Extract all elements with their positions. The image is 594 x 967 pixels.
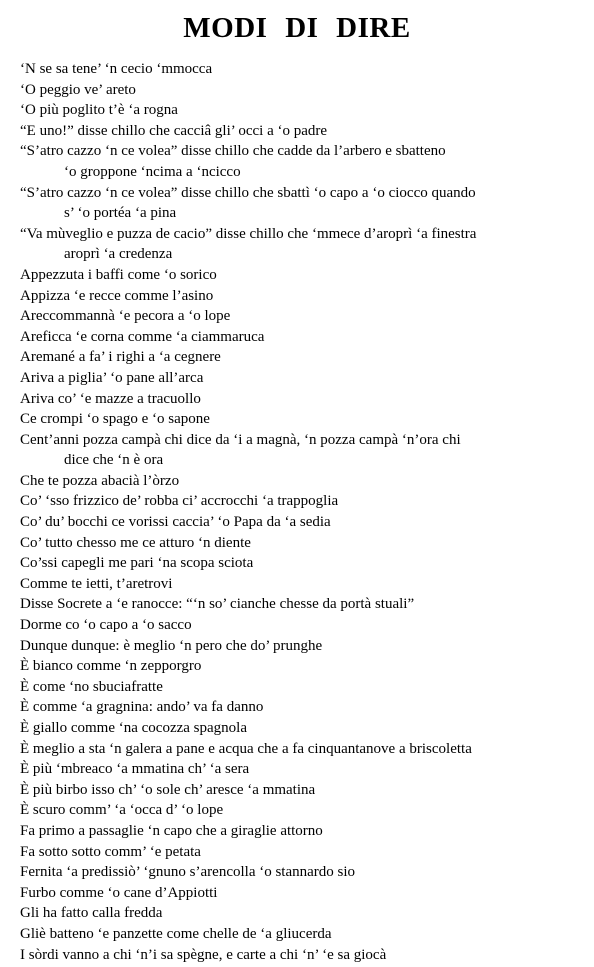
saying-text: ‘O più poglito t’è ‘a rogna — [20, 102, 178, 119]
saying-text: È più birbo isso ch’ ‘o sole ch’ aresce ‘a mmatina — [20, 781, 316, 798]
saying-entry — [20, 780, 592, 801]
saying-entry — [20, 656, 592, 677]
saying-text: Co’ssi capegli me pari ‘na scopa sciota — [20, 555, 254, 572]
saying-entry — [20, 306, 592, 327]
saying-entry — [20, 59, 592, 80]
saying-text: È giallo comme ‘na cocozza spagnola — [20, 720, 247, 736]
saying-text: “E uno!” disse chillo che cacciâ gli’ occi a ‘o padre — [20, 122, 328, 139]
saying-entry — [20, 759, 592, 780]
saying-entry — [20, 347, 592, 368]
saying-text: Co’ tutto chesso me ce atturo ‘n diente — [20, 534, 251, 551]
saying-entry — [20, 636, 592, 657]
saying-text: Dunque dunque: è meglio ‘n pero che do’ prunghe — [20, 637, 323, 654]
saying-entry — [20, 615, 592, 636]
saying-entry — [20, 265, 592, 286]
saying-entry — [20, 553, 592, 574]
saying-entry — [20, 883, 592, 904]
saying-entry — [20, 924, 592, 945]
saying-entry — [20, 574, 592, 595]
saying-text: Ariva co’ ‘e mazze a tracuollo — [20, 390, 201, 407]
saying-entry — [20, 718, 592, 739]
saying-text: È scuro comm’ ‘a ‘occa d’ ‘o lope — [20, 802, 224, 819]
saying-text: È più ‘mbreaco ‘a mmatina ch’ ‘a sera — [20, 761, 250, 778]
saying-text: Dorme co ‘o capo a ‘o sacco — [20, 617, 192, 634]
saying-entry — [20, 821, 592, 842]
saying-text: Co’ ‘sso frizzico de’ robba ci’ accrocchi ‘a trappoglia — [20, 493, 339, 510]
saying-text: Furbo comme ‘o cane d’Appiotti — [20, 884, 218, 901]
saying-entry — [20, 368, 592, 389]
saying-text: Comme te ietti, t’aretrovi — [20, 575, 173, 592]
saying-text: Fa primo a passaglie ‘n capo che a giraglie attorno — [20, 822, 323, 839]
saying-continuation: aroprì ‘a credenza — [64, 246, 173, 263]
saying-entry — [20, 800, 592, 821]
saying-text: Ariva a piglia’ ‘o pane all’arca — [20, 369, 204, 386]
saying-entry — [20, 327, 592, 348]
saying-entry — [20, 491, 592, 512]
saying-text: Gliè batteno ‘e panzette come chelle de ‘a gliucerda — [20, 925, 332, 942]
saying-entry — [20, 512, 592, 533]
saying-entry — [20, 533, 592, 554]
saying-continuation: s’ ‘o portéa ‘a pina — [64, 205, 177, 222]
saying-text: Appezzuta i baffi come ‘o sorico — [20, 266, 217, 283]
saying-entry — [20, 471, 592, 492]
saying-entry — [20, 697, 592, 718]
sayings-list — [20, 59, 592, 965]
saying-text: Che te pozza abacià l’òrzo — [20, 472, 180, 489]
saying-text: Areficca ‘e corna comme ‘a ciammaruca — [20, 328, 265, 345]
saying-entry — [20, 862, 592, 883]
saying-entry — [20, 141, 592, 182]
saying-text: Appizza ‘e recce comme l’asino — [20, 287, 214, 304]
saying-entry — [20, 224, 592, 265]
saying-text: I sòrdi vanno a chi ‘n’i sa spègne, e carte a chi ‘n’ ‘e sa giocà — [20, 946, 387, 963]
saying-entry — [20, 183, 592, 224]
saying-text: Fa sotto sotto comm’ ‘e petata — [20, 843, 201, 860]
saying-entry — [20, 409, 592, 430]
saying-continuation: dice che ‘n è ora — [64, 452, 164, 469]
saying-entry — [20, 286, 592, 307]
saying-text: Areccommannà ‘e pecora a ‘o lope — [20, 308, 231, 325]
saying-entry — [20, 121, 592, 142]
saying-text: Gli ha fatto calla fredda — [20, 905, 163, 922]
saying-text: Disse Socrete a ‘e ranocce: “‘n so’ cianche chesse da portà stuali” — [20, 596, 415, 613]
saying-text: È comme ‘a gragnina: ando’ va fa danno — [20, 699, 264, 716]
saying-entry — [20, 389, 592, 410]
saying-text: È meglio a sta ‘n galera a pane e acqua che a fa cinquantanove a briscoletta — [20, 740, 472, 757]
saying-text: “S’atro cazzo ‘n ce volea” disse chillo che sbattì ‘o capo a ‘o ciocco quando — [20, 184, 476, 201]
saying-text: È come ‘no sbuciafratte — [20, 678, 163, 695]
saying-text: “S’atro cazzo ‘n ce volea” disse chillo che cadde da l’arbero e sbatteno — [20, 143, 446, 160]
saying-text: ‘N se sa tene’ ‘n cecio ‘mmocca — [20, 61, 213, 77]
saying-text: ‘O peggio ve’ areto — [20, 81, 136, 98]
saying-text: Co’ du’ bocchi ce vorissi caccia’ ‘o Papa da ‘a sedia — [20, 514, 331, 531]
page-title: MODI DI DIRE — [183, 12, 411, 44]
saying-entry — [20, 80, 592, 101]
saying-entry — [20, 677, 592, 698]
saying-entry — [20, 100, 592, 121]
saying-text: Aremané a fa’ i righi a ‘a cegnere — [20, 349, 221, 366]
saying-entry — [20, 903, 592, 924]
saying-text: Fernita ‘a predissiò’ ‘gnuno s’arencolla ‘o stannardo sio — [20, 864, 356, 881]
saying-text: “Va mùveglio e puzza de cacio” disse chillo che ‘mmece d’aroprì ‘a finestra — [20, 225, 477, 242]
saying-entry — [20, 945, 592, 966]
saying-text: Ce crompi ‘o spago e ‘o sapone — [20, 411, 210, 428]
saying-entry — [20, 430, 592, 471]
saying-continuation: ‘o groppone ‘ncima a ‘ncicco — [64, 163, 241, 180]
saying-text: Cent’anni pozza campà chi dice da ‘i a magnà, ‘n pozza campà ‘n’ora chi — [20, 431, 461, 448]
saying-text: È bianco comme ‘n zepporgro — [20, 658, 202, 675]
saying-entry — [20, 842, 592, 863]
saying-entry — [20, 739, 592, 760]
saying-entry — [20, 594, 592, 615]
